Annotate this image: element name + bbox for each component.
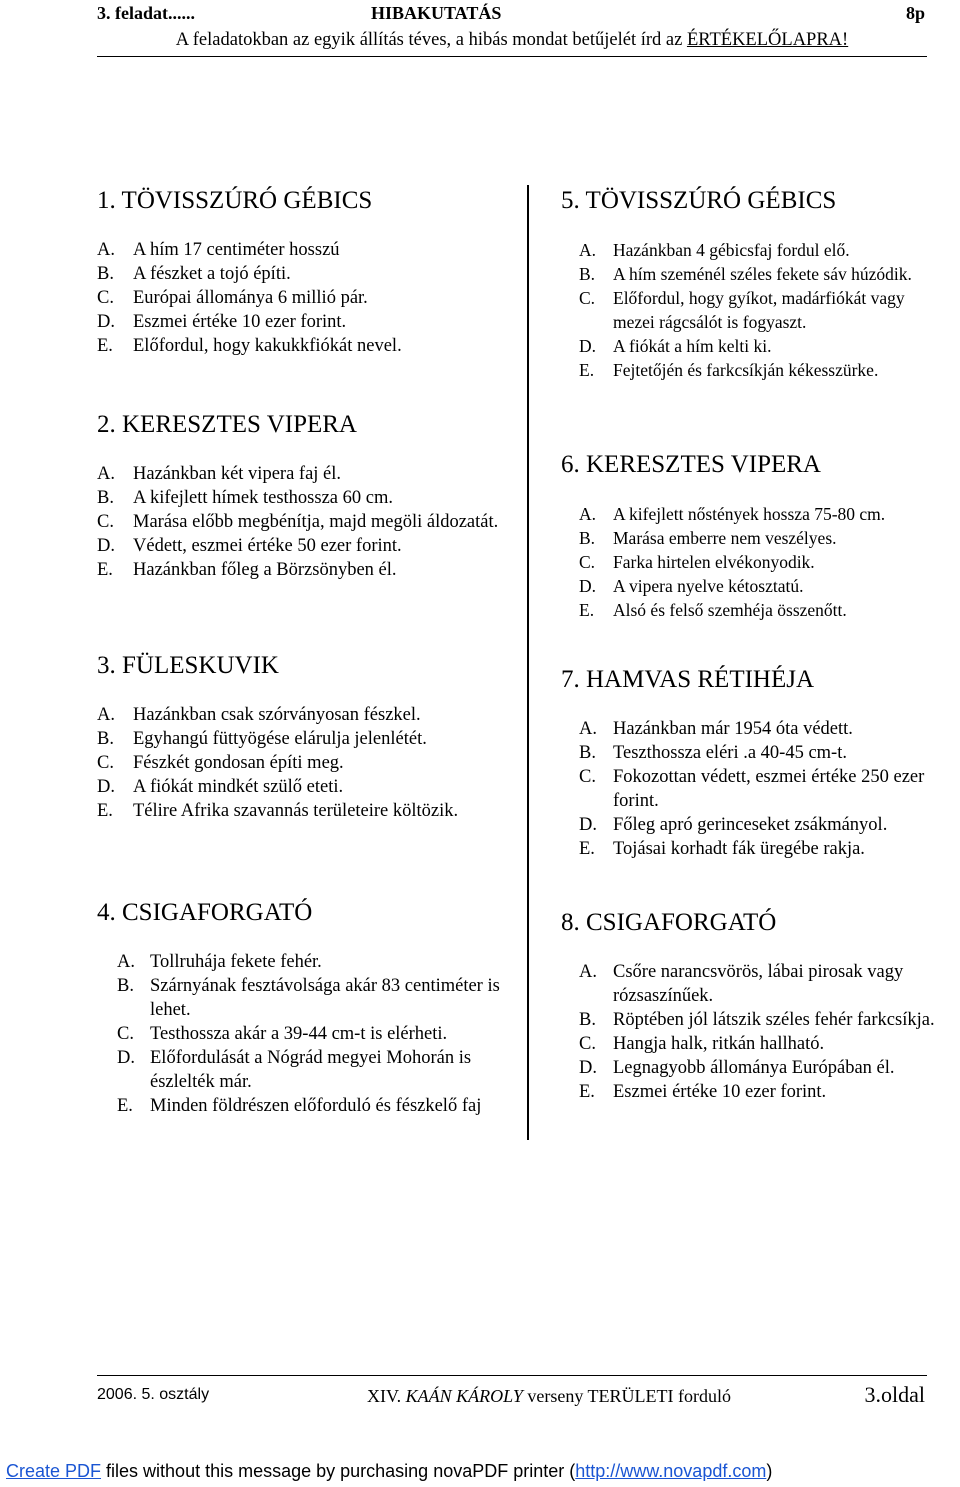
option-b [579, 262, 943, 286]
option-letter: D. [579, 1058, 597, 1078]
option-a [97, 462, 513, 486]
question-4 [97, 898, 510, 1118]
banner-text: files without this message by purchasing novaPDF printer ( [101, 1461, 576, 1481]
option-text: Előfordul, hogy gyíkot, madárfiókát vagy mezei rágcsálót is fogyaszt. [613, 288, 905, 332]
instruction-text: A feladatokban az egyik állítás téves, a hibás mondat betűjelét írd az [175, 30, 687, 50]
option-d [579, 813, 943, 837]
header-rule [97, 56, 927, 57]
option-letter: B. [579, 1010, 596, 1030]
option-text: A fiókát mindkét szülő eteti. [133, 777, 344, 797]
option-e [579, 358, 943, 382]
option-text: Hazánkban főleg a Börzsönyben él. [133, 560, 397, 580]
question-5 [561, 186, 943, 382]
footer-competition [367, 1386, 731, 1407]
option-text: A fiókát a hím kelti ki. [613, 336, 772, 356]
option-d [117, 1046, 510, 1094]
option-list [97, 703, 513, 823]
option-text: A fészket a tojó építi. [133, 264, 291, 284]
option-a [97, 238, 513, 262]
option-letter: D. [97, 777, 115, 797]
page-number: 3.oldal [864, 1382, 925, 1407]
option-letter: E. [579, 839, 595, 859]
column-divider [527, 185, 529, 1140]
question-7 [561, 665, 943, 861]
option-text: Minden földrészen előforduló és fészkelő faj [150, 1096, 482, 1116]
option-e [579, 598, 943, 622]
option-c [579, 765, 943, 813]
option-text: Hazánkban csak szórványosan fészkel. [133, 705, 421, 725]
option-d [579, 334, 943, 358]
option-text: Védett, eszmei értéke 50 ezer forint. [133, 536, 402, 556]
option-letter: D. [579, 815, 597, 835]
option-text: Hangja halk, ritkán hallható. [613, 1034, 825, 1054]
option-a [579, 238, 943, 262]
option-letter: E. [97, 801, 113, 821]
option-letter: B. [579, 528, 596, 548]
option-list [561, 717, 943, 861]
option-c [579, 550, 943, 574]
option-letter: A. [579, 719, 597, 739]
option-letter: D. [97, 536, 115, 556]
option-text: Hazánkban 4 gébicsfaj fordul elő. [613, 240, 850, 260]
footer-rule [97, 1375, 927, 1376]
task-title: HIBAKUTATÁS [371, 3, 502, 23]
option-text: Teszthossza eléri .a 40-45 cm-t. [613, 743, 847, 763]
option-text: Előfordul, hogy kakukkfiókát nevel. [133, 336, 402, 356]
option-list [97, 462, 513, 582]
option-letter: C. [97, 753, 114, 773]
option-text: Eszmei értéke 10 ezer forint. [613, 1082, 827, 1102]
option-text: Marása előbb megbénítja, majd megöli áldozatát. [133, 512, 499, 532]
option-b [97, 727, 513, 751]
option-b [579, 741, 943, 765]
option-text: Csőre narancsvörös, lábai pirosak vagy rózsaszínűek. [613, 962, 904, 1006]
option-text: Röptében jól látszik széles fehér farkcsíkja. [613, 1010, 935, 1030]
option-d [97, 310, 513, 334]
task-points: 8p [905, 3, 925, 23]
question-title: 8. CSIGAFORGATÓ [561, 909, 777, 936]
option-text: Hazánkban már 1954 óta védett. [613, 719, 853, 739]
option-e [97, 558, 513, 582]
option-a [579, 502, 943, 526]
instruction-line [97, 30, 927, 51]
question-3 [97, 651, 513, 823]
option-b [579, 526, 943, 550]
option-a [97, 703, 513, 727]
option-c [97, 751, 513, 775]
question-title: 1. TÖVISSZÚRÓ GÉBICS [97, 187, 373, 214]
option-c [579, 286, 943, 334]
option-letter: B. [97, 264, 114, 284]
option-letter: A. [97, 240, 115, 260]
option-e [97, 334, 513, 358]
option-d [97, 534, 513, 558]
option-letter: E. [579, 1082, 595, 1102]
option-e [579, 1080, 943, 1104]
option-letter: A. [579, 240, 597, 260]
option-c [579, 1032, 943, 1056]
question-6 [561, 450, 943, 622]
option-letter: B. [579, 743, 596, 763]
option-c [97, 286, 513, 310]
question-2 [97, 410, 513, 582]
option-letter: C. [579, 1034, 596, 1054]
option-letter: C. [579, 767, 596, 787]
option-list [97, 950, 510, 1118]
option-letter: A. [97, 705, 115, 725]
option-letter: C. [579, 288, 596, 308]
option-b [579, 1008, 943, 1032]
option-text: Tollruhája fekete fehér. [150, 952, 322, 972]
instruction-emphasis: ÉRTÉKELŐLAPRA! [686, 30, 849, 50]
option-text: A kifejlett hímek testhossza 60 cm. [133, 488, 393, 508]
option-letter: E. [579, 360, 595, 380]
option-letter: E. [97, 560, 113, 580]
option-c [97, 510, 513, 534]
novapdf-banner [6, 1461, 772, 1482]
option-b [97, 262, 513, 286]
option-a [579, 717, 943, 741]
option-text: Eszmei értéke 10 ezer forint. [133, 312, 347, 332]
option-list [97, 238, 513, 358]
question-1 [97, 186, 513, 358]
option-text: Fejtetőjén és farkcsíkján kékesszürke. [613, 360, 879, 380]
option-letter: B. [97, 488, 114, 508]
option-text: A hím 17 centiméter hosszú [133, 240, 340, 260]
option-letter: D. [97, 312, 115, 332]
option-letter: B. [97, 729, 114, 749]
page-header [97, 3, 925, 25]
footer-competition-prefix: XIV. [367, 1386, 406, 1406]
footer-competition-name: KAÁN KÁROLY [405, 1386, 523, 1406]
option-d [97, 775, 513, 799]
option-d [579, 1056, 943, 1080]
option-c [117, 1022, 510, 1046]
option-text: A hím szeménél széles fekete sáv húzódik. [613, 264, 912, 284]
option-letter: D. [579, 336, 597, 356]
option-text: Farka hirtelen elvékonyodik. [613, 552, 815, 572]
option-text: Előfordulását a Nógrád megyei Mohorán is észlelték már. [150, 1048, 472, 1092]
question-title: 3. FÜLESKUVIK [97, 652, 279, 679]
option-list [561, 238, 943, 382]
option-text: Testhossza akár a 39-44 cm-t is elérheti. [150, 1024, 448, 1044]
option-letter: D. [117, 1048, 135, 1068]
option-letter: B. [117, 976, 134, 996]
option-letter: C. [97, 512, 114, 532]
option-d [579, 574, 943, 598]
option-letter: A. [579, 962, 597, 982]
create-pdf-link[interactable]: Create PDF [6, 1461, 102, 1481]
option-text: Egyhangú füttyögése elárulja jelenlétét. [133, 729, 427, 749]
option-b [97, 486, 513, 510]
option-letter: E. [117, 1096, 133, 1116]
option-e [97, 799, 513, 823]
novapdf-url-link[interactable]: http://www.novapdf.com [575, 1461, 767, 1481]
option-text: A kifejlett nőstények hossza 75-80 cm. [613, 504, 886, 524]
option-letter: A. [117, 952, 135, 972]
option-text: Európai állománya 6 millió pár. [133, 288, 368, 308]
option-list [561, 502, 943, 622]
option-text: Alsó és felső szemhéja összenőtt. [613, 600, 847, 620]
option-letter: A. [579, 504, 597, 524]
question-8 [561, 908, 943, 1104]
option-text: Marása emberre nem veszélyes. [613, 528, 837, 548]
option-letter: D. [579, 576, 597, 596]
option-text: Fokozottan védett, eszmei értéke 250 ezer forint. [613, 767, 925, 811]
option-letter: C. [97, 288, 114, 308]
option-letter: C. [117, 1024, 134, 1044]
question-title: 6. KERESZTES VIPERA [561, 451, 821, 478]
option-letter: A. [97, 464, 115, 484]
question-title: 5. TÖVISSZÚRÓ GÉBICS [561, 187, 837, 214]
option-text: A vipera nyelve kétosztatú. [613, 576, 804, 596]
footer-competition-suffix: verseny TERÜLETI forduló [522, 1386, 731, 1406]
option-text: Legnagyobb állománya Európában él. [613, 1058, 895, 1078]
option-text: Hazánkban két vipera faj él. [133, 464, 342, 484]
question-title: 2. KERESZTES VIPERA [97, 411, 357, 438]
option-letter: E. [97, 336, 113, 356]
option-e [117, 1094, 510, 1118]
question-title: 4. CSIGAFORGATÓ [97, 899, 313, 926]
footer-grade: 2006. 5. osztály [97, 1386, 210, 1403]
option-letter: B. [579, 264, 596, 284]
option-a [579, 960, 943, 1008]
option-letter: C. [579, 552, 596, 572]
option-b [117, 974, 510, 1022]
page-footer [97, 1384, 927, 1408]
question-title: 7. HAMVAS RÉTIHÉJA [561, 666, 815, 693]
option-letter: E. [579, 600, 595, 620]
option-text: Fészkét gondosan építi meg. [133, 753, 344, 773]
option-text: Szárnyának fesztávolsága akár 83 centiméter is lehet. [150, 976, 500, 1020]
option-a [117, 950, 510, 974]
option-e [579, 837, 943, 861]
banner-end: ) [766, 1461, 773, 1481]
option-text: Télire Afrika szavannás területeire költözik. [133, 801, 459, 821]
option-text: Főleg apró gerinceseket zsákmányol. [613, 815, 888, 835]
option-list [561, 960, 943, 1104]
option-text: Tojásai korhadt fák üregébe rakja. [613, 839, 865, 859]
task-number: 3. feladat...... [97, 3, 195, 23]
